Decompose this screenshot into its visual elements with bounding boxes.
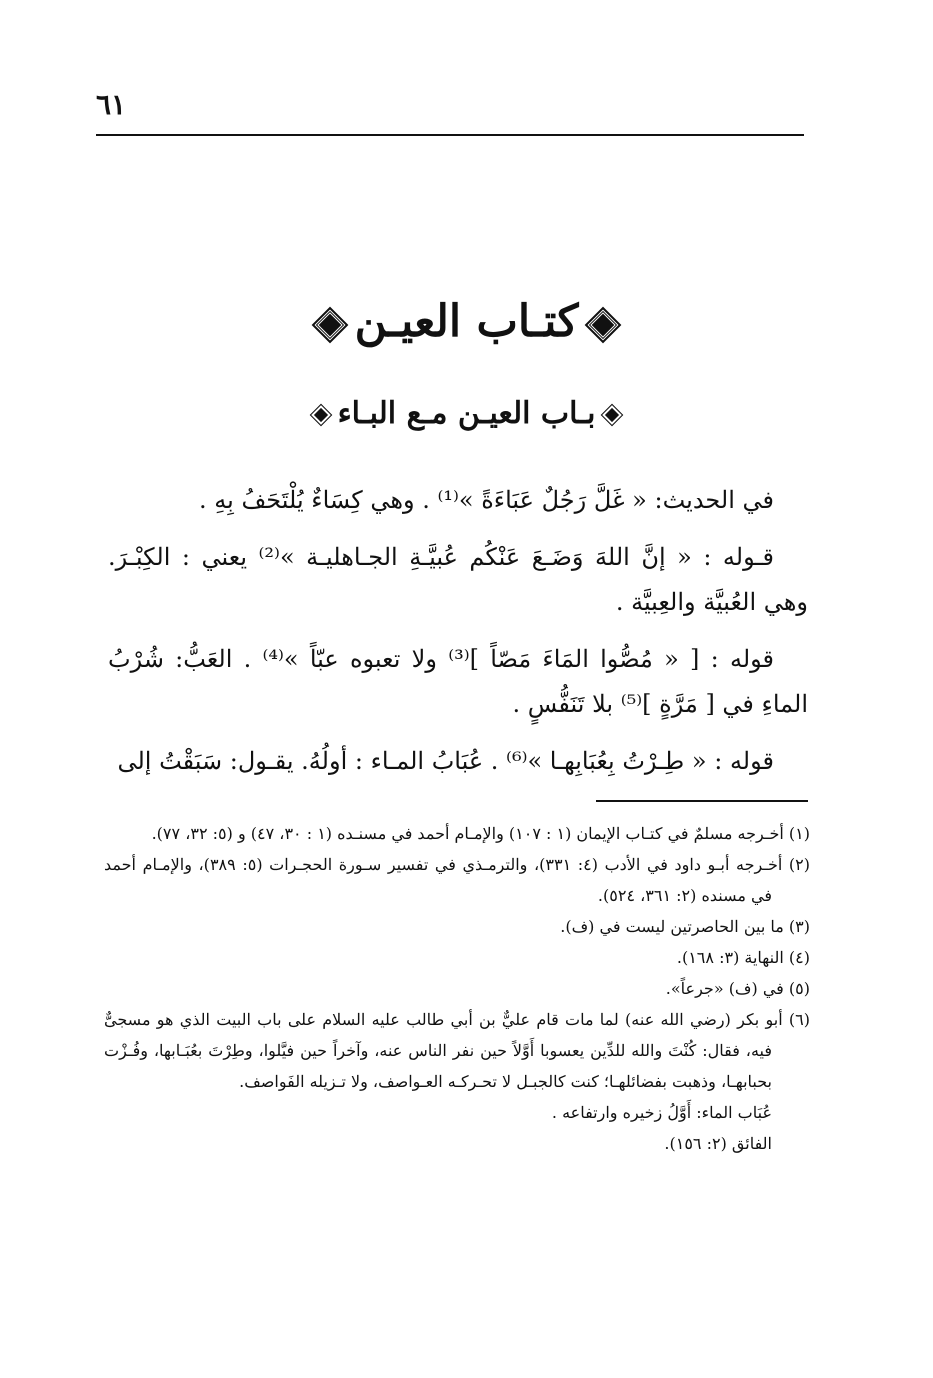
chapter-title-text: بـاب العيـن مـع البـاء	[337, 396, 596, 431]
footnotes	[104, 818, 810, 1159]
footnote-rule	[596, 800, 808, 802]
ornament-right-icon	[588, 309, 619, 340]
ornament-left-icon	[314, 309, 345, 340]
footnote-definition: عُبَاب الماء: أَوَّلُ زخيره وارتفاعه .	[551, 1103, 772, 1122]
footnote: (٤) النهاية (٣: ١٦٨).	[676, 948, 810, 967]
paragraph: قوله : [ « مُصُّوا المَاءَ مَصّاً ]⁽³⁾ ولا تعبوه عبّاً »⁽⁴⁾ . العَبُّ: شُرْبُ الماءِ في [ مَرَّةٍ ]⁽⁵⁾ بلا تَنَفُّسٍ .	[108, 645, 808, 718]
footnote-source: الفائق (٢: ١٥٦).	[664, 1134, 772, 1153]
main-text	[108, 478, 808, 796]
chapter-title	[0, 396, 933, 431]
ornament-right-icon	[603, 405, 623, 425]
footnote: (١) أخـرجه مسلمٌ في كتـاب الإيمان (١ : ١٠٧) والإمـام أحمد في مسنـده (١ : ٣٠، ٤٧) و (٥: ٣٢، ٧٧).	[151, 824, 810, 843]
book-title	[0, 296, 933, 347]
footnote: (٦) أبو بكر (رضي الله عنه) لما مات قام عليٌّ بن أبي طالب عليه السلام على باب البيت الذي هو مسجىٌّ فيه، فقال: كُنْتَ والله للدِّين يعسوبا أَوَّلاً حين نفر الناس عنه، وآخراً حين فيَّلوا، وطِرْتَ بعُبَـابها، وفُـزْت بحبابهـا، وذهبت بفضائلهـا؛ كنت كالجبـل لا تحـركـه العـواصف، ولا تـزيله الفَواصف.	[104, 1010, 810, 1091]
footnote: (٥) في (ف) «جرعاً».	[665, 979, 810, 998]
paragraph: قوله : « طِـرْتُ بِعُبَابِهـا »⁽⁶⁾ . عُبَابُ المـاء : أولُهُ. يقـول: سَبَقْتُ إلى	[117, 747, 774, 775]
ornament-left-icon	[311, 405, 331, 425]
paragraph: قـوله : « إنَّ اللهَ وَضَـعَ عَنْكُم عُبيَّـةِ الجـاهليـة »⁽²⁾ يعني : الكِبْـرَ. وهي العُبيَّة والعِبيَّة .	[108, 543, 808, 616]
page-number: ٦١	[96, 88, 127, 121]
paragraph: في الحديث: « غَلَّ رَجُلٌ عَبَاءَةً »⁽¹⁾ . وهي كِسَاءٌ يُلْتَحَفُ بِهِ .	[199, 486, 774, 514]
footnote: (٢) أخـرجه أبـو داود في الأدب (٤: ٣٣١)، والترمـذي في تفسير سـورة الحجـرات (٥: ٣٨٩)، والإمـام أحمد في مسنده (٢: ٣٦١، ٥٢٤).	[104, 855, 811, 905]
header-rule	[96, 134, 804, 136]
book-title-text: كتـاب العيـن	[354, 296, 579, 347]
footnote: (٣) ما بين الحاصرتين ليست في (ف).	[560, 917, 810, 936]
